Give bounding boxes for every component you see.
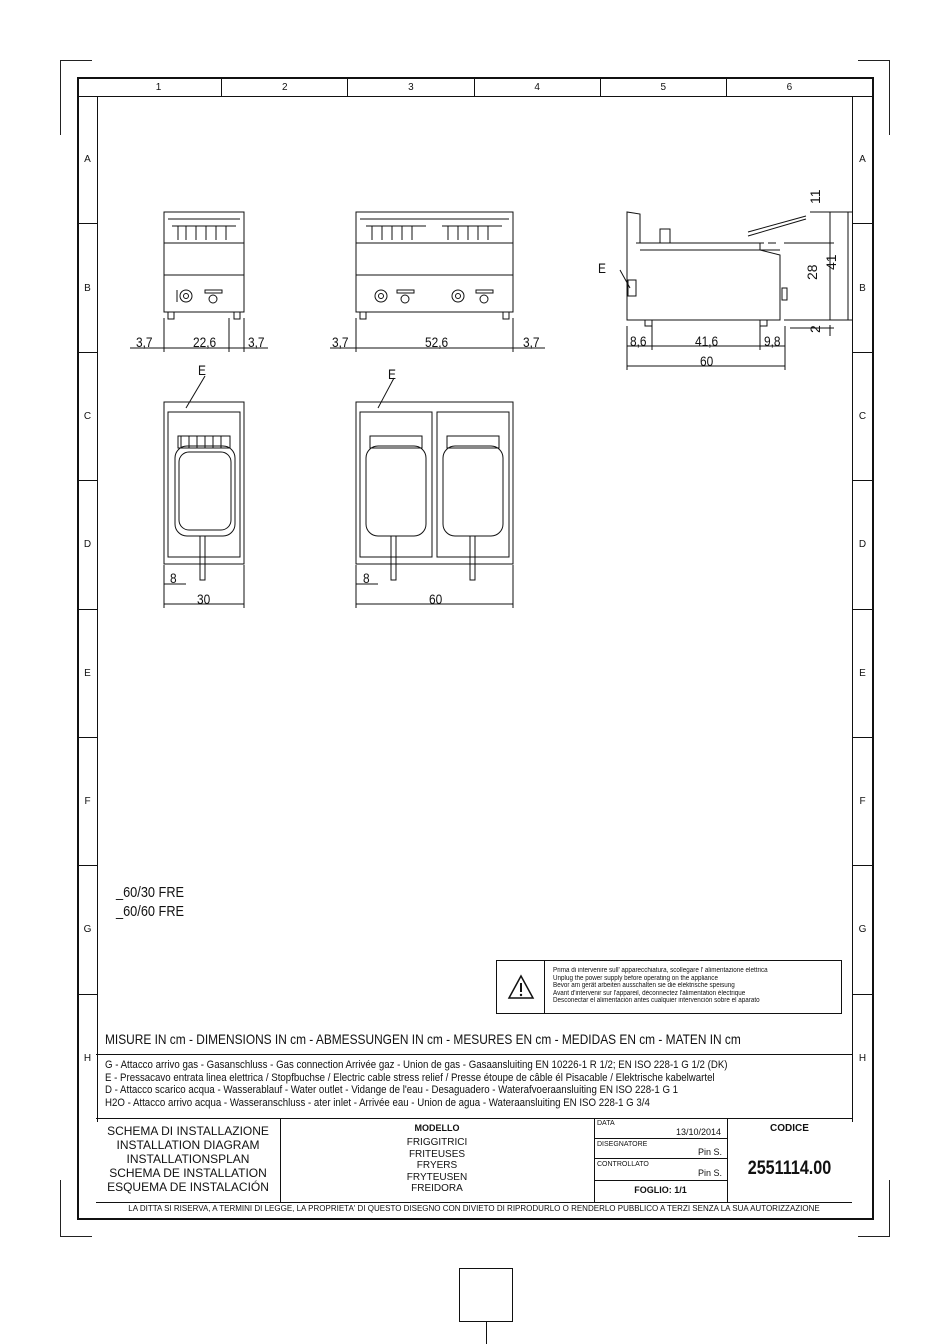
row-label: B xyxy=(78,224,97,352)
dim-label: 8 xyxy=(363,570,370,586)
copyright-note: LA DITTA SI RISERVA, A TERMINI DI LEGGE, LA PROPRIETA' DI QUESTO DISEGNO CON DIVIETO DI RIPRODURLO O RENDERLO PUBBLICO A TERZI SENZA LA SUA AUTORIZZAZIONE xyxy=(128,1204,820,1213)
row-label: D xyxy=(78,481,97,609)
column-label: 6 xyxy=(786,82,793,93)
model-name: FRIGGITRICI xyxy=(406,1137,468,1148)
column-label: 1 xyxy=(96,79,222,96)
dim-label: 41 xyxy=(823,254,839,270)
divider xyxy=(96,1054,852,1055)
dim-label: 30 xyxy=(197,591,211,607)
divider xyxy=(594,1138,727,1139)
divider xyxy=(594,1158,727,1159)
dim-label: 3,7 xyxy=(523,334,540,350)
model-name: FRYTEUSEN xyxy=(406,1171,468,1183)
checked-label: CONTROLLATO xyxy=(597,1161,649,1168)
warning-line: Unplug the power supply before operating on the appliance xyxy=(553,974,718,982)
title-line: INSTALLATION DIAGRAM xyxy=(116,1138,260,1152)
model-item: _60/30 FRE xyxy=(116,884,185,901)
page-marker xyxy=(459,1268,513,1322)
legend-item: H2O - Attacco arrivo acqua - Wasseranschluss - ater inlet - Arrivée eau - Union de agua - Wateraansluiting EN ISO 228-1 G 3/4 xyxy=(105,1096,650,1109)
dim-label: 41,6 xyxy=(695,333,719,349)
column-label: 2 xyxy=(222,79,348,96)
warning-line: Prima di intervenire sull' apparecchiatura, scollegare l' alimentazione elettrica xyxy=(553,967,768,974)
model-label: MODELLO xyxy=(414,1123,460,1133)
callout-e: E xyxy=(598,260,606,276)
warning-line: Desconectar el alimentación antes cualquier intervención sobre el aparato xyxy=(553,997,760,1005)
title-line: SCHEMA DI INSTALLAZIONE xyxy=(107,1124,269,1138)
column-label: 5 xyxy=(601,79,727,96)
callout-e: E xyxy=(198,362,206,378)
divider xyxy=(96,1118,852,1119)
row-label: A xyxy=(853,96,872,224)
checker-value: Pin S. xyxy=(698,1168,723,1178)
legend-item: G - Attacco arrivo gas - Gasanschluss - Gas connection Arrivée gaz - Union de gas - Gasaansluiting EN 10226-1 R 1/2; EN ISO 228-1 G 1/2 (DK) xyxy=(105,1059,728,1071)
dim-label: 3,7 xyxy=(136,334,153,350)
dim-label: 8 xyxy=(170,570,177,586)
top-view-double xyxy=(356,378,513,608)
dim-label: 2 xyxy=(807,325,823,333)
dim-label: 8,6 xyxy=(630,333,647,349)
connection-legend xyxy=(105,1059,812,1109)
row-label: H xyxy=(83,1052,92,1064)
dim-label: 52,6 xyxy=(425,334,449,350)
title-line: SCHEMA DE INSTALLATION xyxy=(109,1166,267,1180)
legend-item: D - Attacco scarico acqua - Wasserablauf - Water outlet - Vidange de l'eau - Desaguadero - Waterafvoeraansluiting EN ISO 228-1 G 1 xyxy=(105,1084,679,1096)
warning-triangle-icon xyxy=(497,961,545,1013)
row-label: H xyxy=(858,1052,867,1064)
designer-label: DISEGNATORE xyxy=(597,1141,648,1148)
model-name: FRYERS xyxy=(416,1160,458,1171)
product-code: 2551114.00 xyxy=(747,1158,832,1179)
row-label: C xyxy=(78,353,97,481)
title-line: ESQUEMA DE INSTALACIÓN xyxy=(107,1180,269,1194)
dim-label: 3,7 xyxy=(332,334,349,350)
row-label: F xyxy=(78,738,97,866)
units-note: MISURE IN cm - DIMENSIONS IN cm - ABMESSUNGEN IN cm - MESURES EN cm - MEDIDAS EN cm - MATEN IN cm xyxy=(105,1031,741,1047)
row-label: D xyxy=(853,481,872,609)
side-view xyxy=(620,212,852,370)
front-view-double xyxy=(356,212,513,319)
column-label: 4 xyxy=(475,79,601,96)
dim-label: 60 xyxy=(429,591,443,607)
model-name: FREIDORA xyxy=(411,1183,463,1194)
row-label: G xyxy=(853,866,872,994)
diagram-title xyxy=(96,1124,280,1194)
front-view-single xyxy=(164,212,244,319)
dim-label: 28 xyxy=(804,264,820,280)
title-line: INSTALLATIONSPLAN xyxy=(126,1152,250,1166)
row-label: B xyxy=(853,224,872,352)
sheet-number: FOGLIO: 1/1 xyxy=(634,1185,687,1195)
legend-item: E - Pressacavo entrata linea elettrica / Stopfbuchse / Electric cable stress relief / Presse étoupe de câble él Pisacable / Elektrische kabelwartel xyxy=(105,1071,715,1084)
row-label: G xyxy=(78,866,97,994)
date-value: 13/10/2014 xyxy=(676,1127,722,1137)
model-item: _60/60 FRE xyxy=(116,903,185,920)
warning-line: Avant d'intervenir sur l'appareil, déconnectez l'alimentation électrique xyxy=(553,989,746,997)
row-label: A xyxy=(78,96,97,224)
divider xyxy=(96,1202,852,1203)
dim-label: 22,6 xyxy=(193,334,217,350)
dim-label: 3,7 xyxy=(248,334,265,350)
warning-box xyxy=(496,960,842,1014)
page-marker-line xyxy=(486,1322,487,1344)
callout-e: E xyxy=(388,366,396,382)
row-label: F xyxy=(853,738,872,866)
model-names xyxy=(280,1137,594,1195)
code-label: CODICE xyxy=(770,1123,809,1134)
dim-label: 11 xyxy=(807,189,823,204)
row-label: C xyxy=(853,353,872,481)
divider xyxy=(594,1180,727,1181)
date-label: DATA xyxy=(597,1120,615,1127)
warning-line: Bevor am gerät arbeiten ausschalten sie die elektrische speisung xyxy=(553,982,735,990)
dim-label: 9,8 xyxy=(764,333,781,349)
row-label: E xyxy=(78,610,97,738)
model-list xyxy=(116,883,196,921)
model-name: FRITEUSES xyxy=(408,1148,466,1160)
column-label: 3 xyxy=(348,79,474,96)
designer-value: Pin S. xyxy=(698,1147,723,1157)
dim-label: 60 xyxy=(700,353,714,369)
row-label: E xyxy=(853,610,872,738)
